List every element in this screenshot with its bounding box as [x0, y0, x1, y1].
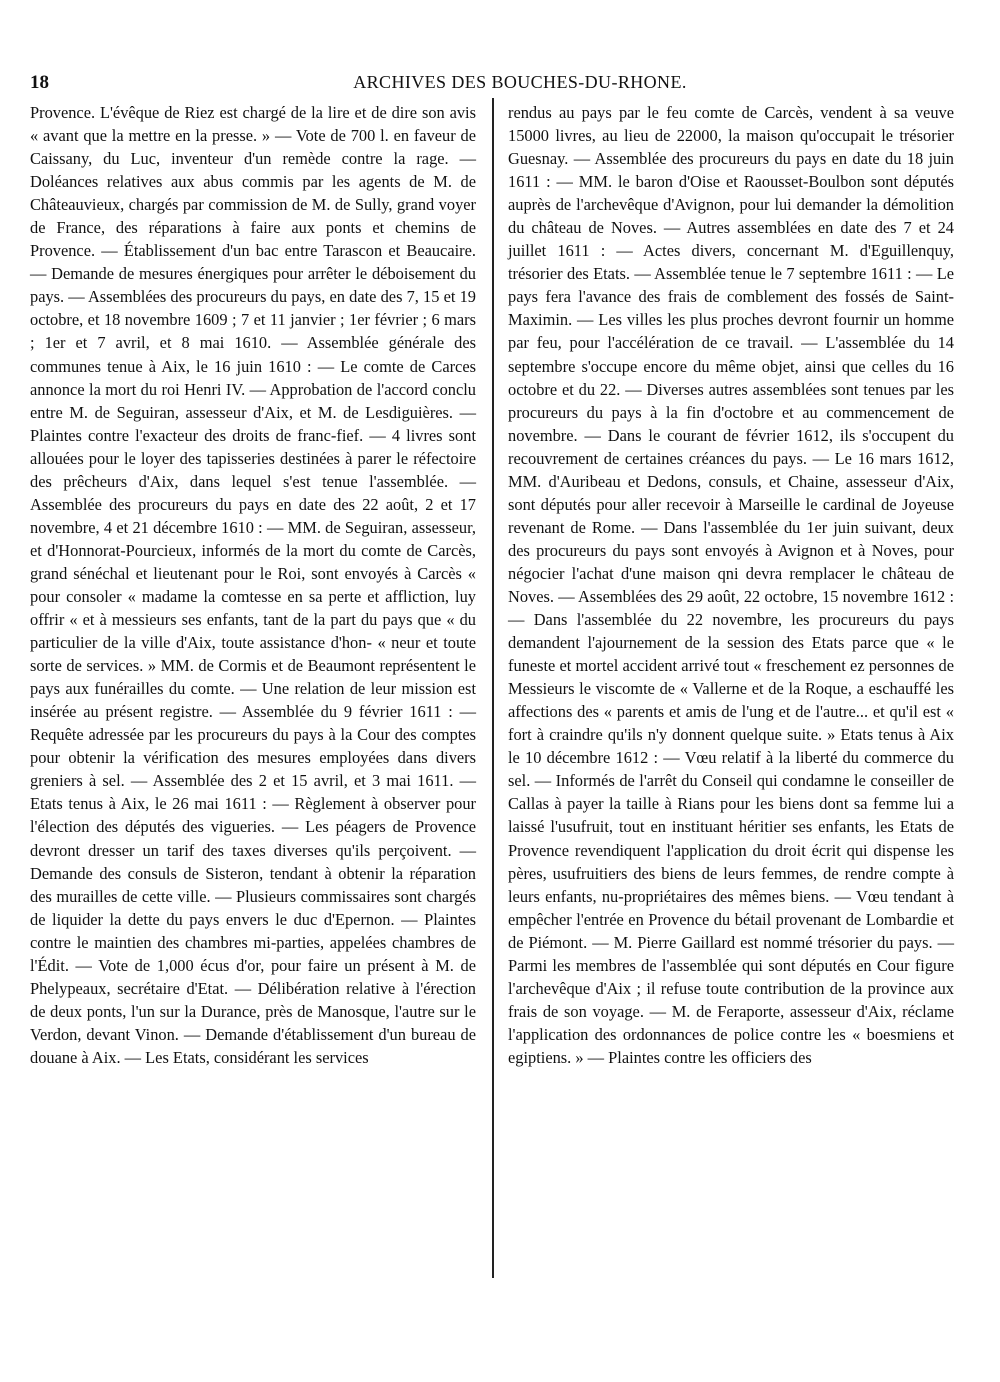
right-column-text: rendus au pays par le feu comte de Carcès, vendent à sa veuve 15000 livres, au lieu de 22000, la maison qu'occupait le trésorier Guesnay. — Assemblée des procureurs du pays en date du 18 juin 1611 : — MM. le baron d'Oise et Raousset-Boulbon sont députés auprès de l'archevêque d'Avignon, pour lui demander la démolition du château de Noves. — Autres assemblées en date des 7 et 24 juillet 1611 : — Actes divers, concernant M. d'Eguillenquy, trésorier des Etats. — Assemblée tenue le 7 septembre 1611 : — Le pays fera l'avance des frais de comblement des fossés de Saint-Maximin. — Les villes les plus proches devront fournir un homme par feu, pour l'accélération de ce travail. — L'assemblée du 14 septembre s'occupe encore du même objet, ainsi que celles du 16 octobre et du 22. — Diverses autres assemblées sont tenues par les procureurs du pays à la fin d'octobre et au commencement de novembre. — Dans le courant de février 1612, ils s'occupent du recouvrement de certaines créances du pays. — Le 16 mars 1612, MM. d'Auribeau et Dedons, consuls, et Chaine, assesseur d'Aix, sont députés pour aller recevoir à Marseille le cardinal de Joyeuse revenant de Rome. — Dans l'assemblée du 1er juin suivant, deux des procureurs du pays sont envoyés à Avignon et à Noves, pour négocier l'achat d'une maison qni devra remplacer le château de Noves. — Assemblées des 29 août, 22 octobre, 15 novembre 1612 : — Dans l'assemblée du 22 novembre, les procureurs du pays demandent l'ajournement de la session des Etats parce que « le funeste et mortel accident arrivé tout « freschement ez personnes de Messieurs le viscomte de « Vallerne et de la Roque, a eschauffé les affections des « parents et amis de l'ung et de l'autre... et qu'il est « fort à craindre qu'ils n'y donnent quelque suite. » Etats tenus à Aix le 10 décembre 1612 : — Vœu relatif à la liberté du commerce du sel. — Informés de l'arrêt du Conseil qui condamne le conseiller de Callas à payer la taille à Rians pour les biens dont sa femme lui a laissé l'usufruit, tout en instituant héritier ses enfants, les Etats de Provence revendiquent l'application du droit écrit qui dispense les pères, usufruitiers des biens de leurs femmes, de rendre compte à leurs enfants, nu-propriétaires des mêmes biens. — Vœu tendant à empêcher l'entrée en Provence du bétail provenant de Lombardie et de Piémont. — M. Pierre Gaillard est nommé trésorier du pays. — Parmi les membres de l'assemblée qui sont députés en Cour figure l'archevêque d'Aix ; il refuse toute contribution de la province aux frais de son voyage. — M. de Feraporte, assesseur d'Aix, réclame l'application des ordonnances de police contre les « boesmiens et egiptiens. » — Plaintes contre les officiers des	[508, 103, 954, 1067]
page-number: 18	[30, 72, 49, 93]
left-column-text: Provence. L'évêque de Riez est chargé de la lire et de dire son avis « avant que la mettre en la presse. » — Vote de 700 l. en faveur de Caissany, du Luc, inventeur d'un remède contre la rage. — Doléances relatives aux abus commis par les agents de M. de Châteauvieux, chargés par commission de M. de Sully, grand voyer de France, des réparations à faire aux ponts et chemins de Provence. — Établissement d'un bac entre Tarascon et Beaucaire. — Demande de mesures énergiques pour arrêter le déboisement du pays. — Assemblées des procureurs du pays, en date des 7, 15 et 19 octobre, et 18 novembre 1609 ; 7 et 11 janvier ; 1er février ; 6 mars ; 1er et 7 avril, et 8 mai 1610. — Assemblée générale des communes tenue à Aix, le 16 juin 1610 : — Le comte de Carces annonce la mort du roi Henri IV. — Approbation de l'accord conclu entre M. de Seguiran, assesseur d'Aix, et M. de Lesdiguières. — Plaintes contre l'exacteur des droits de franc-fief. — 4 livres sont allouées pour le loyer des tapisseries destinées à parer le réfectoire des prêcheurs d'Aix, dans lequel s'est tenue l'assemblée. — Assemblée des procureurs du pays en date des 22 août, 2 et 17 novembre, 4 et 21 décembre 1610 : — MM. de Seguiran, assesseur, et d'Honnorat-Pourcieux, informés de la mort du comte de Carcès, grand sénéchal et lieutenant pour le Roi, sont envoyés à Carcès « pour consoler « madame la comtesse en sa perte et affliction, luy offrir « et à messieurs ses enfants, tant de la part du pays que « du particulier de la ville d'Aix, toute assistance d'hon- « neur et toute sorte de services. » MM. de Cormis et de Beaumont représentent le pays aux funérailles du comte. — Une relation de leur mission est insérée au présent registre. — Assemblée du 9 février 1611 : — Requête adressée par les procureurs du pays à la Cour des comptes pour obtenir la vérification des mesures employées dans divers greniers à sel. — Assemblée des 2 et 15 avril, et 3 mai 1611. — Etats tenus à Aix, le 26 mai 1611 : — Règlement à observer pour l'élection des députés des vigueries. — Les péagers de Provence devront dresser un tarif des taxes diverses qu'ils perçoivent. — Demande des consuls de Sisteron, tendant à obtenir la réparation des murailles de cette ville. — Plusieurs commissaires sont chargés de liquider la dette du pays envers le duc d'Epernon. — Plaintes contre le maintien des chambres mi-parties, appelées chambres de l'Édit. — Vote de 1,000 écus d'or, pour faire un présent à M. de Phelypeaux, secrétaire d'Etat. — Délibération relative à l'érection de deux ponts, l'un sur la Durance, près de Manosque, l'autre sur le Verdon, devant Vinon. — Demande d'établissement d'un bureau de douane à Aix. — Les Etats, considérant les services	[30, 103, 476, 1067]
column-divider	[492, 98, 494, 1278]
running-title: ARCHIVES DES BOUCHES-DU-RHONE.	[353, 72, 687, 92]
page-header	[30, 72, 970, 98]
